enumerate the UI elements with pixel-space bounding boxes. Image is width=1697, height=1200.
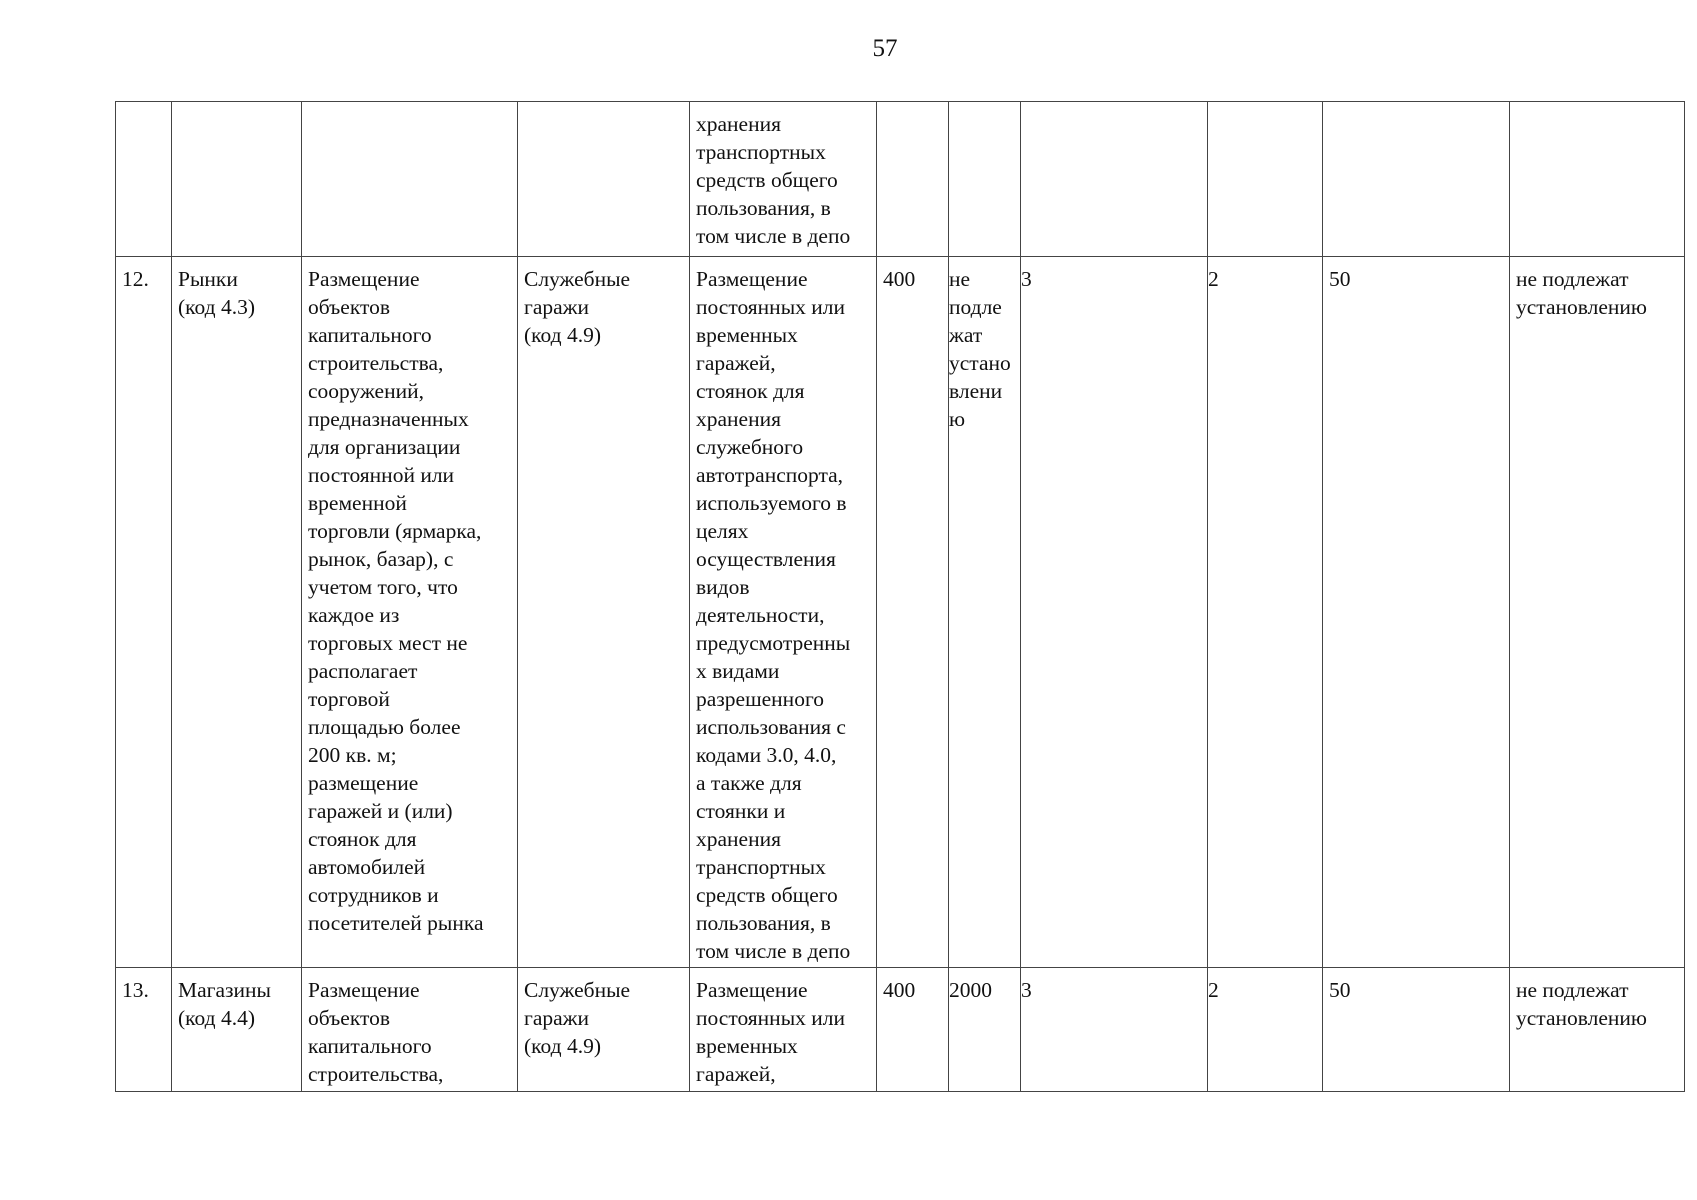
cell-num — [116, 257, 172, 968]
cell-max-area — [949, 102, 1021, 257]
cell-coverage — [1323, 257, 1510, 968]
cell-aux-description — [690, 257, 877, 968]
cell-other — [1510, 102, 1685, 257]
max-area: не подле жат устано влени ю — [949, 267, 1011, 431]
aux-use-description: хранения транспортных средств общего пользования, в том числе в депо — [696, 112, 851, 248]
other-params: не подлежат установлению — [1516, 978, 1647, 1030]
cell-min-area — [877, 257, 949, 968]
cell-aux-description — [690, 968, 877, 1092]
cell-aux-use — [518, 102, 690, 257]
aux-use-description: Размещение постоянных или временных гаражей, — [696, 978, 845, 1086]
setback: 2 — [1208, 978, 1219, 1002]
table-row — [116, 257, 1685, 968]
use-description: Размещение объектов капитального строительства, — [308, 978, 444, 1086]
min-area: 400 — [883, 267, 916, 291]
aux-use-name: Служебные гаражи (код 4.9) — [524, 267, 631, 347]
cell-max-area — [949, 257, 1021, 968]
cell-floors — [1021, 968, 1208, 1092]
min-area: 400 — [883, 978, 916, 1002]
cell-coverage — [1323, 102, 1510, 257]
cell-num — [116, 968, 172, 1092]
row-number: 12. — [122, 267, 149, 291]
cell-other — [1510, 257, 1685, 968]
aux-use-description: Размещение постоянных или временных гаражей, стоянок для хранения служебного автотранспорта, используемого в целях осуществления видов деятельности, предусмотренны х видами разрешенного использования с кодами 3.0, 4.0, а также для стоянки и хранения транспортных средств общего пользования, в том числе в депо — [696, 267, 851, 963]
other-params: не подлежат установлению — [1516, 267, 1647, 319]
use-description: Размещение объектов капитального строительства, сооружений, предназначенных для организации постоянной или временной торговли (ярмарка, рынок, базар), с учетом того, что каждое из торговых мест не располагает торговой площадью более 200 кв. м; размещение гаражей и (или) стоянок для автомобилей сотрудников и посетителей рынка — [308, 267, 484, 935]
cell-min-area — [877, 968, 949, 1092]
zoning-regulations-table — [115, 101, 1685, 1092]
cell-name — [172, 968, 302, 1092]
setback: 2 — [1208, 267, 1219, 291]
use-name: Рынки (код 4.3) — [178, 267, 255, 319]
floors: 3 — [1021, 978, 1032, 1002]
cell-coverage — [1323, 968, 1510, 1092]
table-row — [116, 968, 1685, 1092]
table-row — [116, 102, 1685, 257]
cell-setback — [1208, 968, 1323, 1092]
cell-max-area — [949, 968, 1021, 1092]
floors: 3 — [1021, 267, 1032, 291]
cell-aux-description — [690, 102, 877, 257]
cell-setback — [1208, 102, 1323, 257]
row-number: 13. — [122, 978, 149, 1002]
cell-setback — [1208, 257, 1323, 968]
max-area: 2000 — [949, 978, 992, 1002]
cell-description — [302, 102, 518, 257]
page-number: 57 — [872, 35, 898, 62]
cell-aux-use — [518, 257, 690, 968]
coverage: 50 — [1329, 267, 1351, 291]
use-name: Магазины (код 4.4) — [178, 978, 271, 1030]
cell-description — [302, 257, 518, 968]
cell-min-area — [877, 102, 949, 257]
coverage: 50 — [1329, 978, 1351, 1002]
cell-other — [1510, 968, 1685, 1092]
cell-name — [172, 102, 302, 257]
cell-aux-use — [518, 968, 690, 1092]
aux-use-name: Служебные гаражи (код 4.9) — [524, 978, 631, 1058]
cell-name — [172, 257, 302, 968]
cell-floors — [1021, 102, 1208, 257]
cell-description — [302, 968, 518, 1092]
cell-num — [116, 102, 172, 257]
cell-floors — [1021, 257, 1208, 968]
